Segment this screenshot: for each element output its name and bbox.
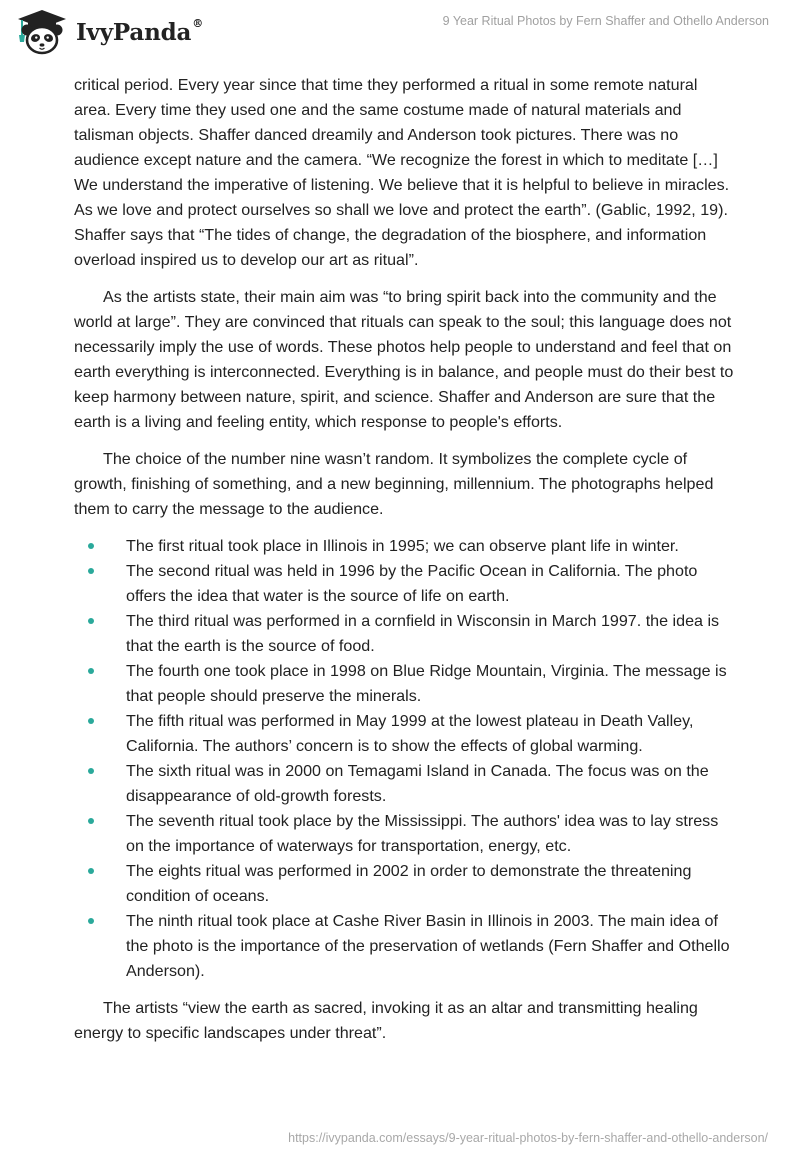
bullet-icon — [88, 668, 94, 674]
bullet-icon — [88, 568, 94, 574]
list-item — [74, 809, 734, 859]
essay-body — [74, 73, 734, 1058]
bullet-icon — [88, 718, 94, 724]
bullet-icon — [88, 768, 94, 774]
list-item-text: The sixth ritual was in 2000 on Temagami Island in Canada. The focus was on the disappearance of old-growth forests. — [126, 762, 709, 805]
page-header — [0, 0, 800, 64]
bullet-icon — [88, 818, 94, 824]
rituals-list — [74, 534, 734, 984]
source-url[interactable]: https://ivypanda.com/essays/9-year-ritual-photos-by-fern-shaffer-and-othello-anderson/ — [288, 1131, 768, 1145]
list-item — [74, 559, 734, 609]
page-title: 9 Year Ritual Photos by Fern Shaffer and Othello Anderson — [442, 14, 769, 28]
logo[interactable] — [14, 8, 203, 56]
bullet-icon — [88, 543, 94, 549]
paragraph-artists-aim: As the artists state, their main aim was “to bring spirit back into the community and the world at large”. They are convinced that rituals can speak to the soul; this language does not necessarily imply the use of words. These photos help people to understand and feel that on earth everything is interconnected. Everything is in balance, and people must do their best to keep harmony between nature, spirit, and science. Shaffer and Anderson are sure that the earth is a living and feeling entity, which response to people's efforts. — [74, 288, 734, 431]
list-item-text: The fourth one took place in 1998 on Blue Ridge Mountain, Virginia. The message is that people should preserve the minerals. — [126, 662, 727, 705]
list-item-text: The second ritual was held in 1996 by the Pacific Ocean in California. The photo offers the idea that water is the source of life on earth. — [126, 562, 698, 605]
list-item — [74, 909, 734, 984]
list-item — [74, 534, 734, 559]
paragraph-continued: critical period. Every year since that time they performed a ritual in some remote natural area. Every time they used one and the same costume made of natural materials and talisman objects. Shaffer danced dreamily and Anderson took pictures. There was no audience except nature and the camera. “We recognize the forest in which to meditate […] We understand the imperative of listening. We believe that it is helpful to believe in miracles. As we love and protect ourselves so shall we love and protect the earth”. (Gablic, 1992, 19). Shaffer says that “The tides of change, the degradation of the biosphere, and information overload inspired us to develop our art as ritual”. — [74, 76, 730, 269]
brand-name: IvyPanda® — [76, 16, 203, 46]
list-item — [74, 609, 734, 659]
bullet-icon — [88, 618, 94, 624]
bullet-icon — [88, 868, 94, 874]
list-item-text: The seventh ritual took place by the Mississippi. The authors' idea was to lay stress on the importance of waterways for transportation, energy, etc. — [126, 812, 719, 855]
panda-graduate-icon — [14, 8, 70, 56]
list-item — [74, 709, 734, 759]
list-item-text: The first ritual took place in Illinois in 1995; we can observe plant life in winter. — [126, 537, 679, 555]
list-item — [74, 659, 734, 709]
list-item — [74, 859, 734, 909]
list-item-text: The fifth ritual was performed in May 1999 at the lowest plateau in Death Valley, California. The authors’ concern is to show the effects of global warming. — [126, 712, 694, 755]
list-item-text: The eights ritual was performed in 2002 in order to demonstrate the threatening condition of oceans. — [126, 862, 692, 905]
paragraph-number-nine: The choice of the number nine wasn’t random. It symbolizes the complete cycle of growth, finishing of something, and a new beginning, millennium. The photographs helped them to carry the message to the audience. — [74, 450, 714, 518]
list-item-text: The ninth ritual took place at Cashe River Basin in Illinois in 2003. The main idea of the photo is the importance of the preservation of wetlands (Fern Shaffer and Othello Anderson). — [126, 912, 730, 980]
registered-mark: ® — [192, 16, 203, 30]
bullet-icon — [88, 918, 94, 924]
list-item — [74, 759, 734, 809]
list-item-text: The third ritual was performed in a cornfield in Wisconsin in March 1997. the idea is that the earth is the source of food. — [126, 612, 720, 655]
paragraph-closing: The artists “view the earth as sacred, invoking it as an altar and transmitting healing energy to specific landscapes under threat”. — [74, 999, 698, 1042]
